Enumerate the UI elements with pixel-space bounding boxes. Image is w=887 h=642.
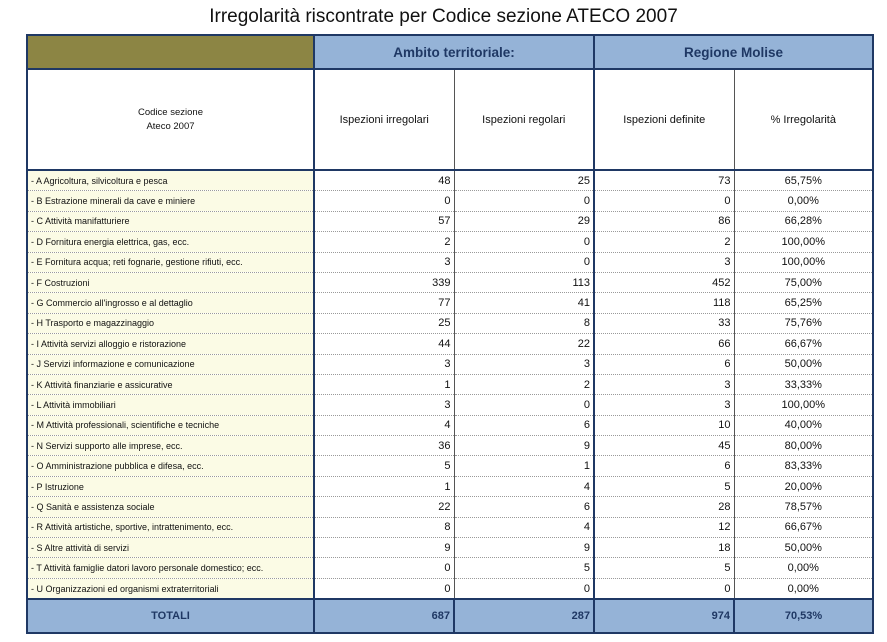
percent-cell: 33,33% (734, 374, 873, 394)
irregolari-cell: 57 (314, 211, 454, 231)
sector-cell: - G Commercio all'ingrosso e al dettaglio (27, 293, 314, 313)
regolari-cell: 2 (454, 374, 594, 394)
irregolari-cell: 36 (314, 436, 454, 456)
regolari-cell: 29 (454, 211, 594, 231)
table-row (27, 415, 873, 435)
percent-cell: 78,57% (734, 497, 873, 517)
definite-cell: 2 (594, 232, 734, 252)
totals-definite: 974 (594, 599, 734, 633)
sector-cell: - H Trasporto e magazzinaggio (27, 313, 314, 333)
regolari-cell: 5 (454, 558, 594, 578)
regolari-cell: 41 (454, 293, 594, 313)
regolari-cell: 0 (454, 395, 594, 415)
sector-cell: - E Fornitura acqua; reti fognarie, gestione rifiuti, ecc. (27, 252, 314, 272)
regolari-cell: 113 (454, 272, 594, 292)
irregolari-cell: 48 (314, 170, 454, 191)
percent-cell: 65,75% (734, 170, 873, 191)
table-row (27, 334, 873, 354)
regolari-cell: 6 (454, 415, 594, 435)
irregolari-cell: 8 (314, 517, 454, 537)
table-row (27, 272, 873, 292)
regolari-cell: 0 (454, 578, 594, 599)
regolari-cell: 0 (454, 191, 594, 211)
header-codice-sezione (27, 69, 314, 170)
header-ispezioni-irregolari: Ispezioni irregolari (314, 69, 454, 170)
regolari-cell: 4 (454, 476, 594, 496)
regolari-cell: 9 (454, 436, 594, 456)
definite-cell: 452 (594, 272, 734, 292)
irregolari-cell: 3 (314, 354, 454, 374)
percent-cell: 66,67% (734, 517, 873, 537)
table-row (27, 517, 873, 537)
sector-cell: - B Estrazione minerali da cave e miniere (27, 191, 314, 211)
sector-cell: - L Attività immobiliari (27, 395, 314, 415)
definite-cell: 66 (594, 334, 734, 354)
irregolari-cell: 44 (314, 334, 454, 354)
irregolari-cell: 1 (314, 374, 454, 394)
definite-cell: 0 (594, 191, 734, 211)
percent-cell: 100,00% (734, 395, 873, 415)
header-codice-sezione-line1: Codice sezione (138, 106, 203, 118)
definite-cell: 12 (594, 517, 734, 537)
definite-cell: 118 (594, 293, 734, 313)
definite-cell: 6 (594, 456, 734, 476)
sector-cell: - J Servizi informazione e comunicazione (27, 354, 314, 374)
percent-cell: 65,25% (734, 293, 873, 313)
definite-cell: 0 (594, 578, 734, 599)
regolari-cell: 8 (454, 313, 594, 333)
irregolari-cell: 9 (314, 538, 454, 558)
regolari-cell: 9 (454, 538, 594, 558)
definite-cell: 5 (594, 558, 734, 578)
sector-cell: - S Altre attività di servizi (27, 538, 314, 558)
irregolari-cell: 25 (314, 313, 454, 333)
sector-cell: - T Attività famiglie datori lavoro personale domestico; ecc. (27, 558, 314, 578)
irregolari-cell: 1 (314, 476, 454, 496)
definite-cell: 18 (594, 538, 734, 558)
percent-cell: 66,28% (734, 211, 873, 231)
table-row (27, 578, 873, 599)
table-row (27, 354, 873, 374)
table-row (27, 436, 873, 456)
sector-cell: - O Amministrazione pubblica e difesa, ecc. (27, 456, 314, 476)
header-ispezioni-regolari: Ispezioni regolari (454, 69, 594, 170)
definite-cell: 73 (594, 170, 734, 191)
irregolari-cell: 77 (314, 293, 454, 313)
percent-cell: 80,00% (734, 436, 873, 456)
table-row (27, 558, 873, 578)
regolari-cell: 22 (454, 334, 594, 354)
table-row (27, 313, 873, 333)
regolari-cell: 6 (454, 497, 594, 517)
percent-cell: 100,00% (734, 252, 873, 272)
percent-cell: 0,00% (734, 191, 873, 211)
definite-cell: 86 (594, 211, 734, 231)
sector-cell: - D Fornitura energia elettrica, gas, ecc. (27, 232, 314, 252)
header-group-row (27, 35, 873, 69)
irregolari-cell: 0 (314, 558, 454, 578)
irregolari-cell: 5 (314, 456, 454, 476)
table-row (27, 456, 873, 476)
sector-cell: - R Attività artistiche, sportive, intrattenimento, ecc. (27, 517, 314, 537)
irregolari-cell: 0 (314, 191, 454, 211)
sector-cell: - A Agricoltura, silvicoltura e pesca (27, 170, 314, 191)
totals-regolari: 287 (454, 599, 594, 633)
regolari-cell: 0 (454, 232, 594, 252)
regolari-cell: 25 (454, 170, 594, 191)
definite-cell: 6 (594, 354, 734, 374)
irregolari-cell: 3 (314, 252, 454, 272)
regolari-cell: 1 (454, 456, 594, 476)
definite-cell: 5 (594, 476, 734, 496)
totals-percent: 70,53% (734, 599, 873, 633)
table-row (27, 538, 873, 558)
irregolari-cell: 4 (314, 415, 454, 435)
totals-irregolari: 687 (314, 599, 454, 633)
percent-cell: 50,00% (734, 354, 873, 374)
table-row (27, 293, 873, 313)
sector-cell: - N Servizi supporto alle imprese, ecc. (27, 436, 314, 456)
percent-cell: 50,00% (734, 538, 873, 558)
percent-cell: 0,00% (734, 578, 873, 599)
header-ambito-territoriale: Ambito territoriale: (314, 35, 594, 69)
percent-cell: 83,33% (734, 456, 873, 476)
sector-cell: - U Organizzazioni ed organismi extraterritoriali (27, 578, 314, 599)
regolari-cell: 0 (454, 252, 594, 272)
definite-cell: 45 (594, 436, 734, 456)
table-row (27, 497, 873, 517)
irregolari-cell: 3 (314, 395, 454, 415)
definite-cell: 3 (594, 374, 734, 394)
table-row (27, 252, 873, 272)
percent-cell: 75,00% (734, 272, 873, 292)
irregolari-cell: 2 (314, 232, 454, 252)
header-corner-cell (27, 35, 314, 69)
definite-cell: 33 (594, 313, 734, 333)
table-row (27, 211, 873, 231)
table-row (27, 191, 873, 211)
header-columns-row (27, 69, 873, 170)
percent-cell: 66,67% (734, 334, 873, 354)
definite-cell: 28 (594, 497, 734, 517)
page-title: Irregolarità riscontrate per Codice sezione ATECO 2007 (209, 6, 678, 27)
sector-cell: - I Attività servizi alloggio e ristorazione (27, 334, 314, 354)
sector-cell: - Q Sanità e assistenza sociale (27, 497, 314, 517)
percent-cell: 0,00% (734, 558, 873, 578)
header-codice-sezione-line2: Ateco 2007 (146, 120, 195, 132)
sector-cell: - K Attività finanziarie e assicurative (27, 374, 314, 394)
irregolari-cell: 339 (314, 272, 454, 292)
definite-cell: 3 (594, 252, 734, 272)
sector-cell: - C Attività manifatturiere (27, 211, 314, 231)
percent-cell: 40,00% (734, 415, 873, 435)
regolari-cell: 4 (454, 517, 594, 537)
table-row (27, 374, 873, 394)
header-ispezioni-definite: Ispezioni definite (594, 69, 734, 170)
percent-cell: 75,76% (734, 313, 873, 333)
percent-cell: 100,00% (734, 232, 873, 252)
irregolari-cell: 0 (314, 578, 454, 599)
definite-cell: 3 (594, 395, 734, 415)
header-percent-irregolarita: % Irregolarità (734, 69, 873, 170)
sector-cell: - F Costruzioni (27, 272, 314, 292)
irregularities-table (26, 34, 874, 634)
totals-label: TOTALI (27, 599, 314, 633)
table-row (27, 232, 873, 252)
table-row (27, 170, 873, 191)
definite-cell: 10 (594, 415, 734, 435)
regolari-cell: 3 (454, 354, 594, 374)
table-row (27, 476, 873, 496)
sector-cell: - M Attività professionali, scientifiche e tecniche (27, 415, 314, 435)
irregolari-cell: 22 (314, 497, 454, 517)
totals-row (27, 599, 873, 633)
percent-cell: 20,00% (734, 476, 873, 496)
table-row (27, 395, 873, 415)
sector-cell: - P Istruzione (27, 476, 314, 496)
header-regione-molise: Regione Molise (594, 35, 873, 69)
